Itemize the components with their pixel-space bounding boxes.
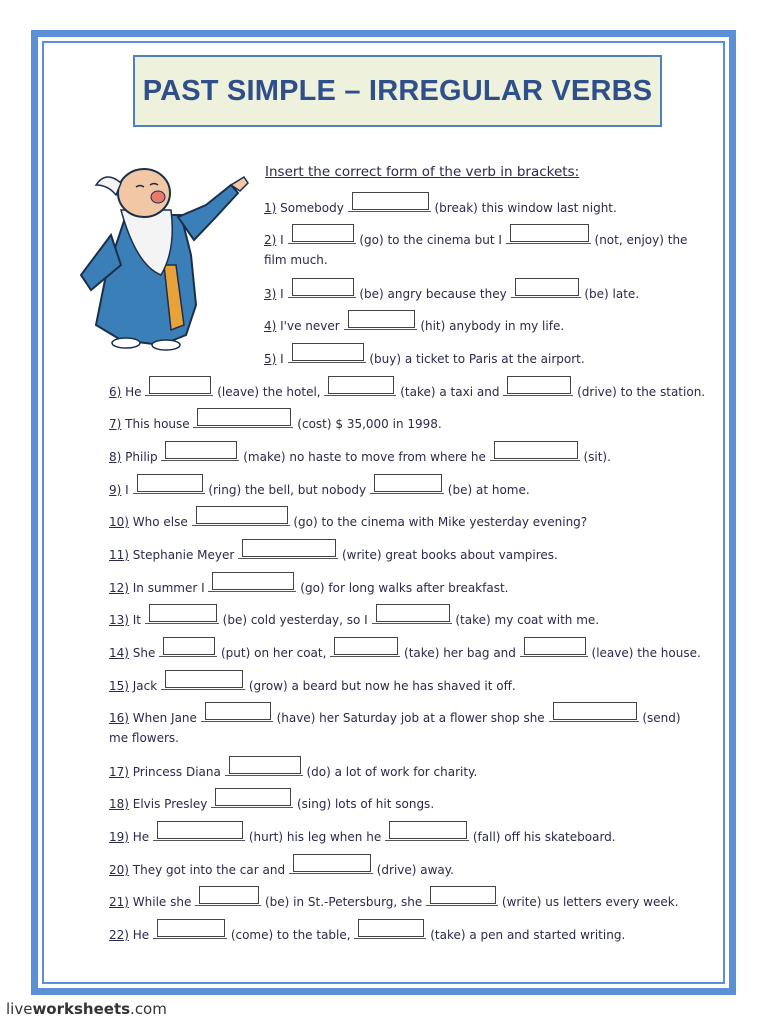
- title-box: [133, 55, 662, 127]
- question-text: Philip: [121, 450, 162, 464]
- question-text: I've never: [276, 319, 344, 333]
- question-text: I: [276, 352, 288, 366]
- question-text: (be) late.: [580, 287, 640, 301]
- question-text: (cost) $ 35,000 in 1998.: [293, 417, 442, 431]
- question-number: 11): [109, 548, 129, 562]
- question-text: (send): [638, 711, 681, 725]
- answer-input[interactable]: [157, 919, 225, 937]
- answer-input[interactable]: [215, 788, 291, 806]
- question-text: (be) angry because they: [355, 287, 511, 301]
- question-text: (come) to the table,: [227, 928, 355, 942]
- question-text: (take) her bag and: [400, 646, 520, 660]
- question-text: This house: [121, 417, 194, 431]
- question-number: 8): [109, 450, 122, 464]
- question-row: [109, 862, 454, 877]
- question-text: In summer I: [128, 581, 209, 595]
- question-row: [109, 580, 508, 595]
- question-number: 20): [109, 863, 129, 877]
- question-text: (drive) away.: [372, 863, 454, 877]
- question-number: 13): [109, 613, 129, 627]
- question-text: (hurt) his leg when he: [245, 830, 386, 844]
- answer-input[interactable]: [157, 821, 243, 839]
- question-continuation: me flowers.: [109, 731, 179, 745]
- question-number: 17): [109, 765, 129, 779]
- answer-input[interactable]: [389, 821, 467, 839]
- question-number: 3): [264, 287, 277, 301]
- question-text: Elvis Presley: [128, 797, 212, 811]
- answer-input[interactable]: [196, 506, 288, 524]
- answer-input[interactable]: [242, 539, 336, 557]
- question-text: (grow) a beard but now he has shaved it off.: [245, 679, 516, 693]
- question-number: 1): [264, 201, 277, 215]
- question-text: He: [121, 385, 146, 399]
- question-row: [264, 200, 617, 215]
- question-row: [109, 894, 679, 909]
- question-text: (leave) the house.: [587, 646, 701, 660]
- answer-input[interactable]: [292, 343, 364, 361]
- answer-input[interactable]: [163, 637, 215, 655]
- question-text: (have) her Saturday job at a flower shop she: [272, 711, 549, 725]
- question-text: Princess Diana: [128, 765, 225, 779]
- question-text: (be) at home.: [443, 483, 530, 497]
- question-text: (do) a lot of work for charity.: [302, 765, 478, 779]
- question-text: Who else: [128, 515, 192, 529]
- question-text: Jack: [128, 679, 162, 693]
- answer-input[interactable]: [334, 637, 398, 655]
- question-text: While she: [128, 895, 196, 909]
- answer-input[interactable]: [212, 572, 294, 590]
- answer-input[interactable]: [328, 376, 394, 394]
- question-number: 19): [109, 830, 129, 844]
- question-number: 16): [109, 711, 129, 725]
- question-text: (fall) off his skateboard.: [469, 830, 616, 844]
- question-number: 22): [109, 928, 129, 942]
- answer-input[interactable]: [292, 224, 354, 242]
- question-text: (ring) the bell, but nobody: [204, 483, 370, 497]
- answer-input[interactable]: [137, 474, 203, 492]
- old-wise-man-illustration-icon: [66, 155, 250, 351]
- question-number: 18): [109, 797, 129, 811]
- footer-brand-name: worksheets: [32, 1000, 131, 1018]
- question-text: She: [128, 646, 160, 660]
- question-number: 12): [109, 581, 129, 595]
- question-number: 6): [109, 385, 122, 399]
- question-text: Stephanie Meyer: [128, 548, 239, 562]
- question-text: (go) for long walks after breakfast.: [296, 581, 509, 595]
- question-text: (drive) to the station.: [573, 385, 706, 399]
- question-number: 14): [109, 646, 129, 660]
- question-text: (not, enjoy) the: [590, 233, 688, 247]
- question-text: (put) on her coat,: [217, 646, 331, 660]
- question-number: 5): [264, 352, 277, 366]
- question-text: (be) in St.-Petersburg, she: [261, 895, 427, 909]
- answer-input[interactable]: [229, 756, 301, 774]
- question-text: (go) to the cinema but I: [355, 233, 506, 247]
- question-text: (go) to the cinema with Mike yesterday evening?: [289, 515, 588, 529]
- question-text: (take) my coat with me.: [451, 613, 600, 627]
- question-number: 2): [264, 233, 277, 247]
- answer-input[interactable]: [376, 604, 450, 622]
- question-number: 7): [109, 417, 122, 431]
- answer-input[interactable]: [352, 192, 429, 210]
- question-text: I: [276, 233, 288, 247]
- question-text: (sing) lots of hit songs.: [293, 797, 435, 811]
- question-text: I: [276, 287, 288, 301]
- footer-suffix: .com: [130, 1000, 167, 1018]
- answer-input[interactable]: [510, 224, 589, 242]
- answer-input[interactable]: [430, 886, 496, 904]
- answer-input[interactable]: [358, 919, 424, 937]
- answer-input[interactable]: [348, 310, 415, 328]
- question-text: Somebody: [276, 201, 348, 215]
- answer-input[interactable]: [205, 702, 271, 720]
- answer-input[interactable]: [165, 441, 237, 459]
- question-text: (write) great books about vampires.: [338, 548, 558, 562]
- answer-input[interactable]: [553, 702, 637, 720]
- question-text: I: [121, 483, 133, 497]
- answer-input[interactable]: [293, 854, 371, 872]
- question-text: (be) cold yesterday, so I: [218, 613, 372, 627]
- question-text: He: [128, 928, 153, 942]
- question-text: (hit) anybody in my life.: [416, 319, 565, 333]
- question-text: (sit).: [579, 450, 611, 464]
- question-continuation: film much.: [264, 253, 328, 267]
- answer-input[interactable]: [515, 278, 579, 296]
- question-number: 15): [109, 679, 129, 693]
- footer-prefix: live: [6, 1000, 33, 1018]
- answer-input[interactable]: [165, 670, 243, 688]
- question-text: (write) us letters every week.: [498, 895, 679, 909]
- page-title: PAST SIMPLE – IRREGULAR VERBS: [142, 74, 653, 107]
- answer-input[interactable]: [149, 376, 211, 394]
- instruction-text: Insert the correct form of the verb in brackets:: [265, 164, 580, 180]
- answer-input[interactable]: [507, 376, 571, 394]
- question-text: (take) a taxi and: [396, 385, 504, 399]
- question-text: (make) no haste to move from where he: [239, 450, 490, 464]
- answer-input[interactable]: [149, 604, 217, 622]
- answer-input[interactable]: [374, 474, 442, 492]
- footer-brand: [6, 1000, 167, 1018]
- question-text: (break) this window last night.: [430, 201, 617, 215]
- question-text: (buy) a ticket to Paris at the airport.: [365, 352, 585, 366]
- answer-input[interactable]: [292, 278, 354, 296]
- question-text: (leave) the hotel,: [213, 385, 325, 399]
- question-text: It: [128, 613, 145, 627]
- question-text: He: [128, 830, 153, 844]
- question-text: They got into the car and: [128, 863, 289, 877]
- question-row: [109, 514, 587, 529]
- question-text: (take) a pen and started writing.: [426, 928, 626, 942]
- answer-input[interactable]: [524, 637, 586, 655]
- question-number: 21): [109, 895, 129, 909]
- question-number: 9): [109, 483, 122, 497]
- answer-input[interactable]: [199, 886, 259, 904]
- answer-input[interactable]: [197, 408, 291, 426]
- question-number: 4): [264, 319, 277, 333]
- question-text: When Jane: [128, 711, 201, 725]
- question-number: 10): [109, 515, 129, 529]
- answer-input[interactable]: [494, 441, 578, 459]
